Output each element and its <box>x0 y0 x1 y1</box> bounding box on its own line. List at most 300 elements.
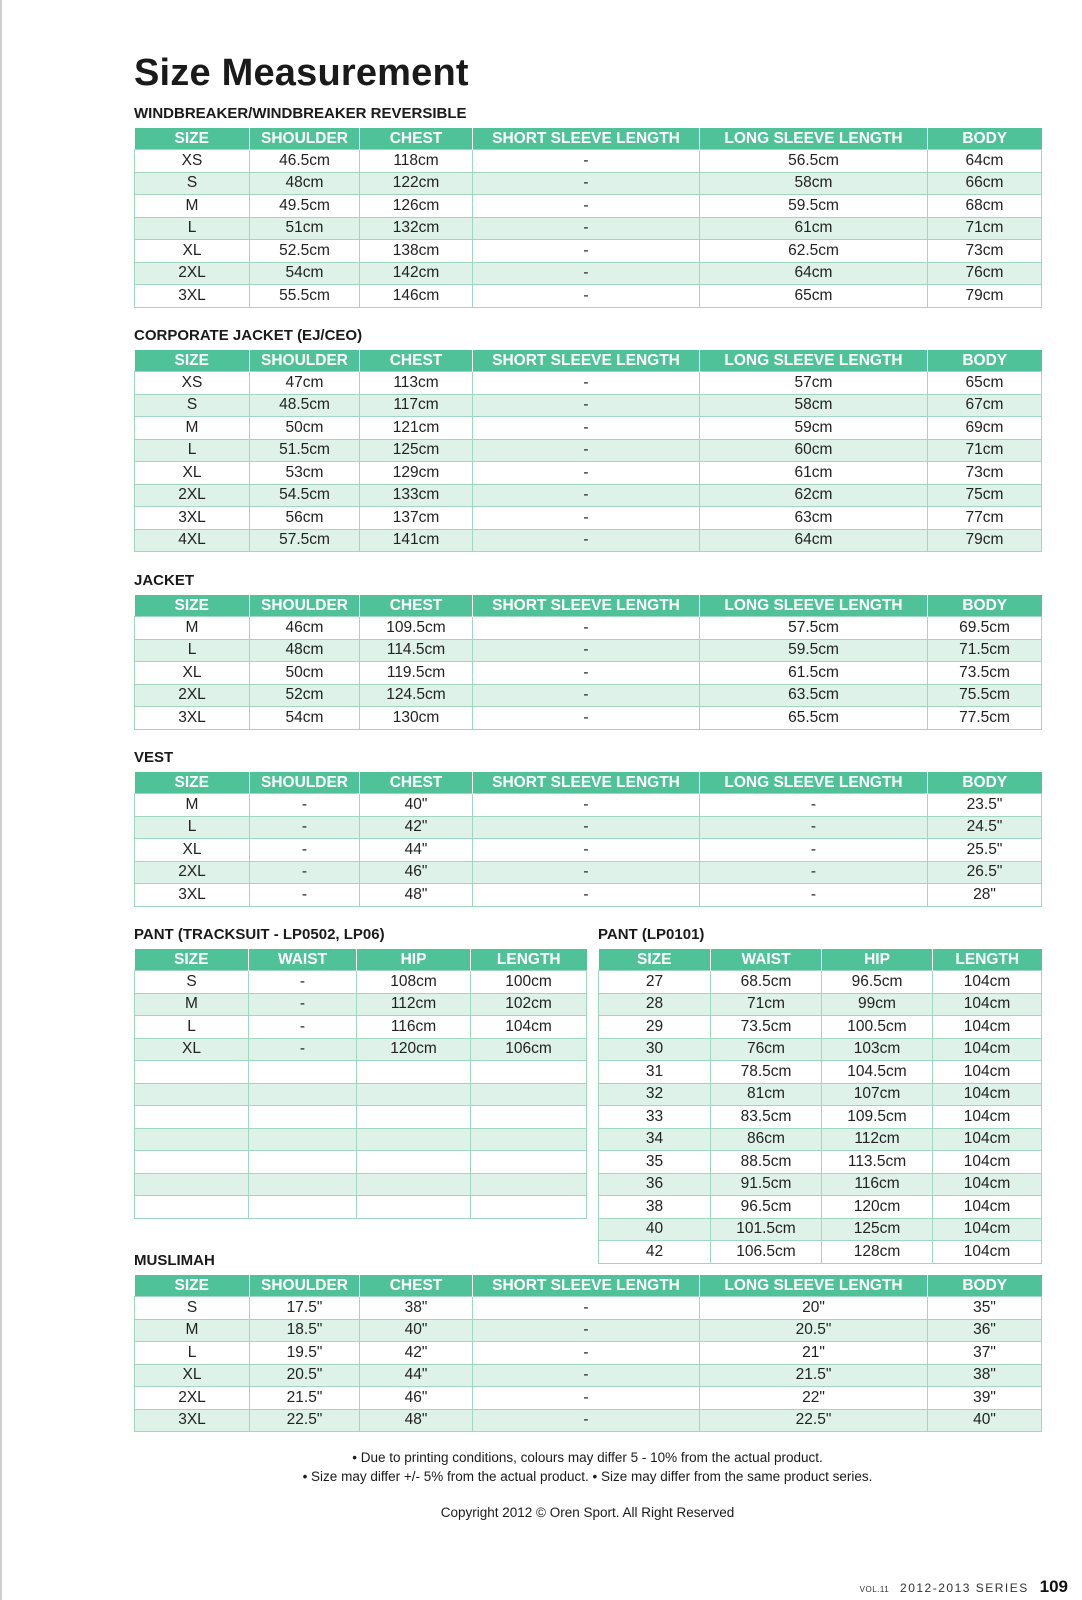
table-cell: - <box>473 195 700 218</box>
table-cell: 64cm <box>928 150 1042 173</box>
table-row <box>135 394 1042 417</box>
table-cell: 99cm <box>822 993 933 1016</box>
table-cell: - <box>473 639 700 662</box>
table-cell: - <box>473 150 700 173</box>
table-cell: 65.5cm <box>700 707 928 730</box>
table-cell <box>249 1196 357 1219</box>
column-header: LONG SLEEVE LENGTH <box>700 350 928 372</box>
table-row <box>135 1038 587 1061</box>
table-row <box>599 1151 1042 1174</box>
table-cell: - <box>473 662 700 685</box>
section-title: PANT (LP0101) <box>598 926 705 943</box>
column-header: CHEST <box>360 772 473 794</box>
table-cell: 58cm <box>700 394 928 417</box>
table-cell: - <box>250 884 360 907</box>
table-cell: - <box>700 861 928 884</box>
table-cell: 125cm <box>360 439 473 462</box>
table-cell <box>249 1083 357 1106</box>
table-cell: 61cm <box>700 462 928 485</box>
table-cell: 22.5" <box>700 1409 928 1432</box>
table-row <box>135 240 1042 263</box>
table-cell: - <box>473 617 700 640</box>
table-cell: - <box>473 417 700 440</box>
table-cell: L <box>135 217 250 240</box>
table-cell: 100cm <box>471 971 587 994</box>
note-size: • Size may differ +/- 5% from the actual product. • Size may differ from the same product series. <box>302 1469 873 1484</box>
table-row <box>135 172 1042 195</box>
table-cell: 21.5" <box>700 1364 928 1387</box>
table-cell: 49.5cm <box>250 195 360 218</box>
table-cell: XS <box>135 150 250 173</box>
table-cell <box>357 1106 471 1129</box>
table-row <box>135 707 1042 730</box>
column-header: SHOULDER <box>250 595 360 617</box>
column-header: SHORT SLEEVE LENGTH <box>473 1275 700 1297</box>
table-cell: 44" <box>360 1364 473 1387</box>
table-row <box>135 529 1042 552</box>
table-cell: 3XL <box>135 707 250 730</box>
table-cell: 38" <box>928 1364 1042 1387</box>
column-header: LONG SLEEVE LENGTH <box>700 1275 928 1297</box>
column-header: BODY <box>928 595 1042 617</box>
table-cell: - <box>473 794 700 817</box>
table-cell: 104cm <box>933 1128 1042 1151</box>
table-cell: 104cm <box>933 1218 1042 1241</box>
table-cell: 35" <box>928 1297 1042 1320</box>
column-header: WAIST <box>249 949 357 971</box>
table-row <box>135 1364 1042 1387</box>
table-cell <box>135 1083 249 1106</box>
table-cell: 121cm <box>360 417 473 440</box>
table-cell: 42" <box>360 1342 473 1365</box>
table-cell: 128cm <box>822 1241 933 1264</box>
table-row <box>135 417 1042 440</box>
table-cell: - <box>473 1342 700 1365</box>
table-cell: - <box>473 684 700 707</box>
table-header-row <box>135 350 1042 372</box>
table-cell: 106.5cm <box>711 1241 822 1264</box>
table-cell: 21" <box>700 1342 928 1365</box>
section-title: JACKET <box>134 572 195 589</box>
table-cell: - <box>473 707 700 730</box>
table-cell: S <box>135 1297 250 1320</box>
table-cell: 96.5cm <box>822 971 933 994</box>
table-cell: 104cm <box>933 1083 1042 1106</box>
table-cell: 101.5cm <box>711 1218 822 1241</box>
table-cell: 56.5cm <box>700 150 928 173</box>
table-row <box>599 971 1042 994</box>
table-cell: 28 <box>599 993 711 1016</box>
table-cell: 40 <box>599 1218 711 1241</box>
table-row <box>135 462 1042 485</box>
table-header-row <box>135 1275 1042 1297</box>
table-cell: L <box>135 1016 249 1039</box>
table-cell: M <box>135 794 250 817</box>
table-row <box>135 1128 587 1151</box>
table-cell: 102cm <box>471 993 587 1016</box>
table-cell: 71cm <box>928 217 1042 240</box>
table-cell: 17.5" <box>250 1297 360 1320</box>
table-cell: 2XL <box>135 684 250 707</box>
table-cell: 65cm <box>928 372 1042 395</box>
section-muslimah <box>134 1251 1042 1432</box>
table-row <box>599 993 1042 1016</box>
table-cell: 31 <box>599 1061 711 1084</box>
table-cell: 91.5cm <box>711 1173 822 1196</box>
table-cell: 40" <box>360 1319 473 1342</box>
table-cell: 88.5cm <box>711 1151 822 1174</box>
table-header-row <box>599 949 1042 971</box>
table-cell <box>471 1083 587 1106</box>
table-cell: 96.5cm <box>711 1196 822 1219</box>
table-cell: 109.5cm <box>360 617 473 640</box>
column-header: LENGTH <box>471 949 587 971</box>
table-row <box>135 861 1042 884</box>
table-cell <box>471 1106 587 1129</box>
table-cell: 2XL <box>135 1387 250 1410</box>
table-cell: 63.5cm <box>700 684 928 707</box>
table-cell: 57.5cm <box>250 529 360 552</box>
table-row <box>135 1016 587 1039</box>
column-header: BODY <box>928 1275 1042 1297</box>
table-cell: L <box>135 1342 250 1365</box>
column-header: SIZE <box>599 949 711 971</box>
table-cell: 48cm <box>250 172 360 195</box>
column-header: CHEST <box>360 350 473 372</box>
table-cell <box>249 1151 357 1174</box>
table-cell: 104cm <box>933 1061 1042 1084</box>
table-row <box>135 993 587 1016</box>
table-cell: 33 <box>599 1106 711 1129</box>
table-cell: 36" <box>928 1319 1042 1342</box>
table-cell: 57cm <box>700 372 928 395</box>
table-cell: XS <box>135 372 250 395</box>
table-cell: 112cm <box>357 993 471 1016</box>
table-cell: S <box>135 172 250 195</box>
table-cell: - <box>473 861 700 884</box>
column-header: BODY <box>928 772 1042 794</box>
table-cell: - <box>473 262 700 285</box>
table-cell: 138cm <box>360 240 473 263</box>
table-cell: 64cm <box>700 529 928 552</box>
table-row <box>135 285 1042 308</box>
table-row <box>135 372 1042 395</box>
column-header: SIZE <box>135 128 250 150</box>
table-cell: 40" <box>928 1409 1042 1432</box>
table-cell: 22" <box>700 1387 928 1410</box>
table-row <box>135 484 1042 507</box>
table-cell: 62.5cm <box>700 240 928 263</box>
table-cell: 146cm <box>360 285 473 308</box>
table-row <box>135 1409 1042 1432</box>
column-header: SIZE <box>135 772 250 794</box>
table-row <box>135 1387 1042 1410</box>
table-cell: 57.5cm <box>700 617 928 640</box>
table-cell: 129cm <box>360 462 473 485</box>
table-cell: 2XL <box>135 262 250 285</box>
table-cell: 29 <box>599 1016 711 1039</box>
table-cell: 48" <box>360 1409 473 1432</box>
table-row <box>135 839 1042 862</box>
table-cell: 60cm <box>700 439 928 462</box>
table-row <box>135 884 1042 907</box>
table-cell: XL <box>135 839 250 862</box>
table-cell: - <box>473 172 700 195</box>
table-cell: - <box>473 816 700 839</box>
table-cell: 104cm <box>933 1151 1042 1174</box>
table-cell: 44" <box>360 839 473 862</box>
table-cell: 37" <box>928 1342 1042 1365</box>
column-header: HIP <box>822 949 933 971</box>
table-cell <box>357 1061 471 1084</box>
table-cell: 71cm <box>928 439 1042 462</box>
section-title: VEST <box>134 749 174 766</box>
table-header-row <box>135 772 1042 794</box>
table-cell: 73cm <box>928 462 1042 485</box>
table-cell: 40" <box>360 794 473 817</box>
table-cell: 112cm <box>822 1128 933 1151</box>
table-cell: 54.5cm <box>250 484 360 507</box>
table-cell: L <box>135 816 250 839</box>
table-cell: 52.5cm <box>250 240 360 263</box>
table-cell <box>357 1151 471 1174</box>
column-header: BODY <box>928 128 1042 150</box>
table-row <box>135 617 1042 640</box>
table-cell: 113cm <box>360 372 473 395</box>
table-cell: 67cm <box>928 394 1042 417</box>
column-header: LONG SLEEVE LENGTH <box>700 772 928 794</box>
table-cell: 66cm <box>928 172 1042 195</box>
table-cell: XL <box>135 462 250 485</box>
table-cell: 100.5cm <box>822 1016 933 1039</box>
table-cell: - <box>249 1016 357 1039</box>
table-cell: 46.5cm <box>250 150 360 173</box>
table-cell: 75cm <box>928 484 1042 507</box>
table-cell: 124.5cm <box>360 684 473 707</box>
table-cell: - <box>249 993 357 1016</box>
volume-label: VOL.11 <box>859 1585 890 1594</box>
column-header: SHOULDER <box>250 1275 360 1297</box>
size-table-corporate-jacket <box>134 350 1042 552</box>
table-cell: 108cm <box>357 971 471 994</box>
table-cell: 126cm <box>360 195 473 218</box>
table-cell: 75.5cm <box>928 684 1042 707</box>
table-cell: 35 <box>599 1151 711 1174</box>
table-cell: 71cm <box>711 993 822 1016</box>
table-cell: - <box>473 394 700 417</box>
table-cell <box>249 1061 357 1084</box>
table-cell <box>357 1173 471 1196</box>
table-cell: 22.5" <box>250 1409 360 1432</box>
table-row <box>599 1016 1042 1039</box>
column-header: LONG SLEEVE LENGTH <box>700 128 928 150</box>
table-row <box>599 1106 1042 1129</box>
table-cell: 20.5" <box>700 1319 928 1342</box>
table-cell: - <box>473 1319 700 1342</box>
table-cell <box>357 1083 471 1106</box>
table-cell: - <box>473 285 700 308</box>
table-cell: 48.5cm <box>250 394 360 417</box>
table-row <box>599 1083 1042 1106</box>
table-cell: 3XL <box>135 884 250 907</box>
table-cell: - <box>250 861 360 884</box>
table-cell: 2XL <box>135 861 250 884</box>
table-cell: 69cm <box>928 417 1042 440</box>
column-header: SHOULDER <box>250 128 360 150</box>
table-cell: 142cm <box>360 262 473 285</box>
table-cell: 3XL <box>135 285 250 308</box>
table-cell: 48cm <box>250 639 360 662</box>
note-colour: • Due to printing conditions, colours may differ 5 - 10% from the actual product. <box>352 1450 823 1465</box>
column-header: SIZE <box>135 595 250 617</box>
table-cell: 48" <box>360 884 473 907</box>
table-cell: 39" <box>928 1387 1042 1410</box>
table-row <box>135 816 1042 839</box>
table-cell: 79cm <box>928 529 1042 552</box>
table-cell: 53cm <box>250 462 360 485</box>
table-cell: - <box>473 372 700 395</box>
section-title: MUSLIMAH <box>134 1252 215 1269</box>
table-cell: - <box>250 794 360 817</box>
column-header: CHEST <box>360 1275 473 1297</box>
table-cell: M <box>135 417 250 440</box>
table-cell: 51cm <box>250 217 360 240</box>
section-title: WINDBREAKER/WINDBREAKER REVERSIBLE <box>134 105 467 122</box>
table-cell: 103cm <box>822 1038 933 1061</box>
table-cell: 38 <box>599 1196 711 1219</box>
table-cell: 20.5" <box>250 1364 360 1387</box>
page-left-edge <box>0 0 2 1600</box>
table-cell: 78.5cm <box>711 1061 822 1084</box>
table-header-row <box>135 128 1042 150</box>
table-cell: 73cm <box>928 240 1042 263</box>
series-label: 2012-2013 SERIES <box>900 1581 1029 1595</box>
table-cell: - <box>250 839 360 862</box>
column-header: LONG SLEEVE LENGTH <box>700 595 928 617</box>
table-cell: 19.5" <box>250 1342 360 1365</box>
table-row <box>135 1173 587 1196</box>
table-cell <box>135 1106 249 1129</box>
table-cell: 125cm <box>822 1218 933 1241</box>
table-cell: 71.5cm <box>928 639 1042 662</box>
table-row <box>135 1061 587 1084</box>
table-cell: 42 <box>599 1241 711 1264</box>
section-corporate-jacket <box>134 326 1042 552</box>
table-cell: 32 <box>599 1083 711 1106</box>
table-cell: 104cm <box>933 1196 1042 1219</box>
column-header: SIZE <box>135 1275 250 1297</box>
table-row <box>135 1196 587 1219</box>
column-header: SHORT SLEEVE LENGTH <box>473 128 700 150</box>
table-row <box>599 1218 1042 1241</box>
table-cell: - <box>473 884 700 907</box>
size-table-pant-tracksuit <box>134 949 587 1219</box>
table-cell: L <box>135 639 250 662</box>
table-cell: 132cm <box>360 217 473 240</box>
size-table-jacket <box>134 595 1042 730</box>
table-row <box>135 662 1042 685</box>
table-cell: 54cm <box>250 707 360 730</box>
table-cell: 76cm <box>928 262 1042 285</box>
table-cell: 77.5cm <box>928 707 1042 730</box>
table-cell: - <box>249 1038 357 1061</box>
table-cell: S <box>135 971 249 994</box>
table-cell: 2XL <box>135 484 250 507</box>
table-cell: 73.5cm <box>711 1016 822 1039</box>
table-cell: 51.5cm <box>250 439 360 462</box>
table-cell: - <box>473 439 700 462</box>
table-cell: 61cm <box>700 217 928 240</box>
table-cell: 104cm <box>933 1016 1042 1039</box>
table-cell <box>471 1196 587 1219</box>
table-cell: XL <box>135 662 250 685</box>
table-cell: 25.5" <box>928 839 1042 862</box>
column-header: WAIST <box>711 949 822 971</box>
size-table-vest <box>134 772 1042 907</box>
table-cell: 107cm <box>822 1083 933 1106</box>
table-row <box>135 1342 1042 1365</box>
section-jacket <box>134 571 1042 730</box>
section-windbreaker <box>134 104 1042 308</box>
table-row <box>599 1173 1042 1196</box>
table-cell: 61.5cm <box>700 662 928 685</box>
table-cell: L <box>135 439 250 462</box>
table-cell: 79cm <box>928 285 1042 308</box>
column-header: SHORT SLEEVE LENGTH <box>473 350 700 372</box>
table-cell: - <box>473 217 700 240</box>
table-cell: - <box>473 507 700 530</box>
page-title: Size Measurement <box>134 52 469 94</box>
column-header: SHORT SLEEVE LENGTH <box>473 595 700 617</box>
column-header: SIZE <box>135 949 249 971</box>
table-cell: 130cm <box>360 707 473 730</box>
table-cell <box>357 1196 471 1219</box>
table-cell: 18.5" <box>250 1319 360 1342</box>
table-cell: 77cm <box>928 507 1042 530</box>
table-cell: 116cm <box>822 1173 933 1196</box>
table-header-row <box>135 949 587 971</box>
table-row <box>135 150 1042 173</box>
table-cell <box>471 1151 587 1174</box>
table-cell: 38" <box>360 1297 473 1320</box>
table-row <box>135 439 1042 462</box>
table-cell: 21.5" <box>250 1387 360 1410</box>
table-cell: 104cm <box>933 971 1042 994</box>
column-header: SHOULDER <box>250 350 360 372</box>
table-cell: 81cm <box>711 1083 822 1106</box>
disclaimer-notes <box>134 1448 1041 1486</box>
table-cell: 117cm <box>360 394 473 417</box>
table-cell <box>135 1061 249 1084</box>
table-cell: 104cm <box>933 1241 1042 1264</box>
table-cell: - <box>700 816 928 839</box>
table-cell: XL <box>135 240 250 263</box>
table-cell: 52cm <box>250 684 360 707</box>
table-cell: 4XL <box>135 529 250 552</box>
table-cell: 68cm <box>928 195 1042 218</box>
table-cell: XL <box>135 1364 250 1387</box>
table-cell <box>135 1128 249 1151</box>
table-row <box>135 1151 587 1174</box>
table-row <box>599 1038 1042 1061</box>
table-cell: 83.5cm <box>711 1106 822 1129</box>
table-cell <box>249 1173 357 1196</box>
table-cell: 42" <box>360 816 473 839</box>
table-cell: 30 <box>599 1038 711 1061</box>
size-table-muslimah <box>134 1275 1042 1432</box>
table-cell: 28" <box>928 884 1042 907</box>
table-cell: - <box>473 1364 700 1387</box>
